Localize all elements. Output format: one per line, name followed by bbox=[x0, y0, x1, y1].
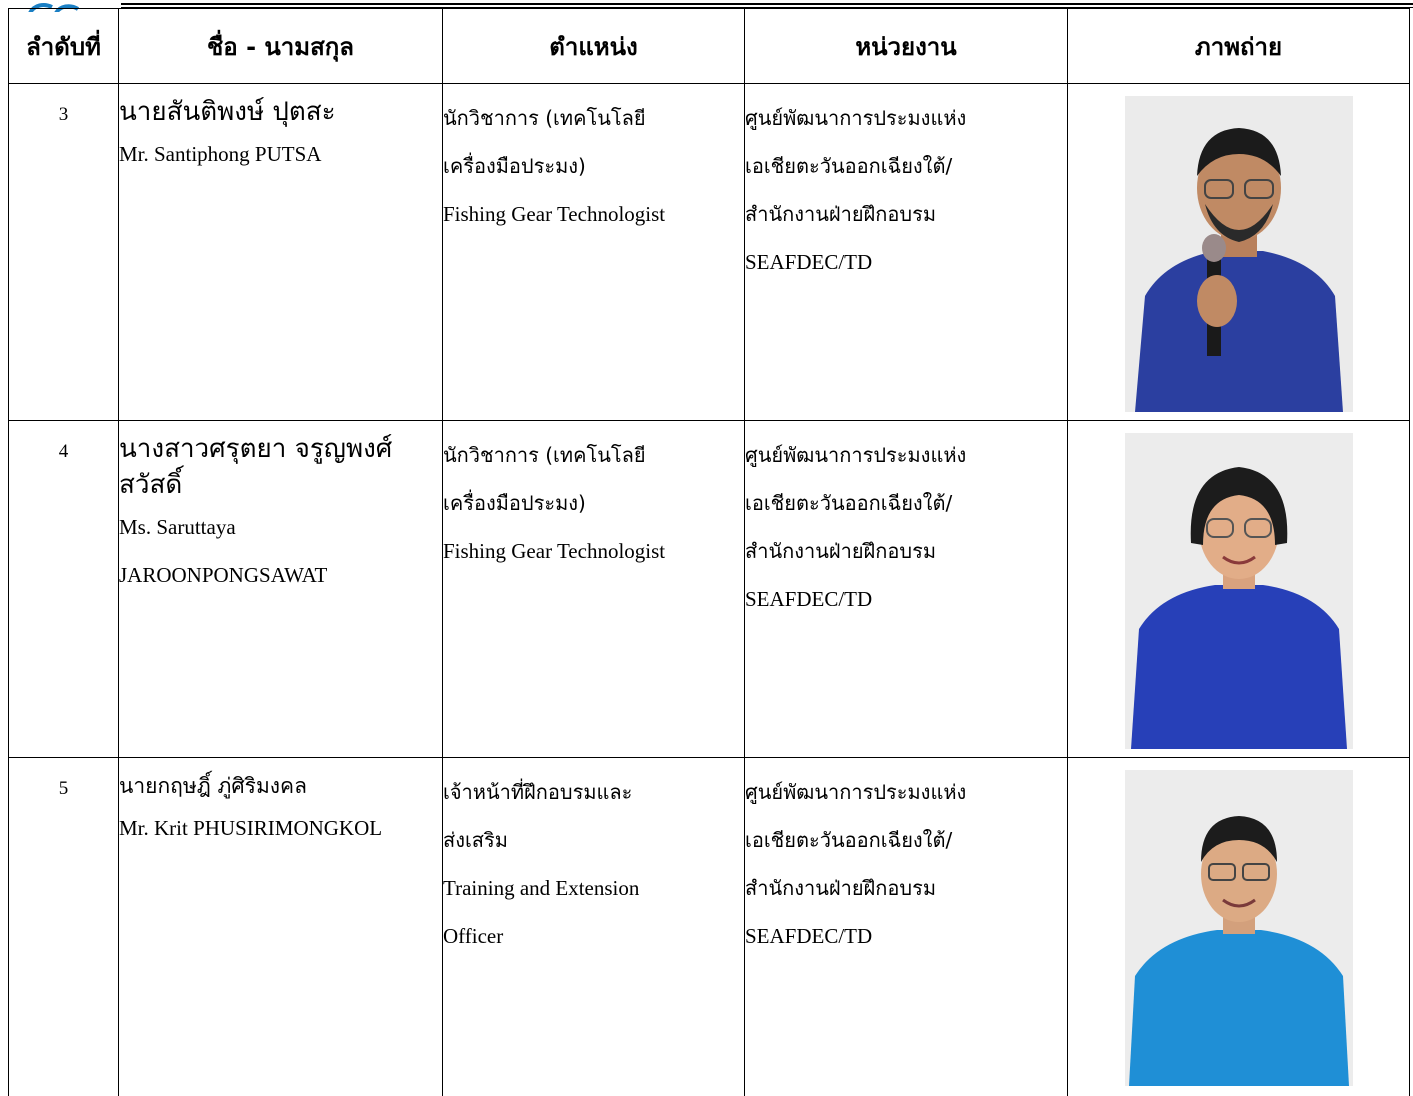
header-rule bbox=[121, 3, 1413, 5]
name-cell bbox=[119, 84, 443, 421]
table-row bbox=[9, 421, 1410, 758]
name-english-1: Ms. Saruttaya bbox=[119, 515, 236, 539]
photo-cell bbox=[1068, 84, 1410, 421]
name-english-2: JAROONPONGSAWAT bbox=[119, 563, 328, 587]
position-thai-2: ส่งเสริม bbox=[443, 828, 508, 852]
unit-line-2: เอเชียตะวันออกเฉียงใต้/ bbox=[745, 154, 953, 178]
unit-line-4: SEAFDEC/TD bbox=[745, 587, 873, 611]
position-thai-1: นักวิชาการ (เทคโนโลยี bbox=[443, 106, 646, 130]
name-cell bbox=[119, 421, 443, 758]
unit-line-3: สำนักงานฝ่ายฝึกอบรม bbox=[745, 876, 937, 900]
name-english: Mr. Krit PHUSIRIMONGKOL bbox=[119, 816, 383, 840]
row-number: 5 bbox=[9, 758, 119, 1096]
header-name: ชื่อ - นามสกุล bbox=[119, 9, 443, 84]
position-thai-1: เจ้าหน้าที่ฝึกอบรมและ bbox=[443, 780, 633, 804]
unit-line-1: ศูนย์พัฒนาการประมงแห่ง bbox=[745, 780, 967, 804]
unit-line-3: สำนักงานฝ่ายฝึกอบรม bbox=[745, 202, 937, 226]
unit-line-4: SEAFDEC/TD bbox=[745, 924, 873, 948]
staff-table bbox=[8, 8, 1410, 1096]
position-english: Fishing Gear Technologist bbox=[443, 539, 666, 563]
name-thai-1: นางสาวศรุตยา จรูญพงศ์ bbox=[119, 434, 393, 464]
name-thai: นายสันติพงษ์ ปุตสะ bbox=[119, 97, 336, 127]
name-thai: นายกฤษฎิ์ ภู่ศิริมงคล bbox=[119, 774, 307, 798]
unit-cell bbox=[745, 421, 1068, 758]
header-unit: หน่วยงาน bbox=[745, 9, 1068, 84]
table-header-row bbox=[9, 9, 1410, 84]
table-row bbox=[9, 84, 1410, 421]
unit-line-4: SEAFDEC/TD bbox=[745, 250, 873, 274]
header-photo: ภาพถ่าย bbox=[1068, 9, 1410, 84]
unit-cell bbox=[745, 758, 1068, 1096]
position-cell bbox=[443, 758, 745, 1096]
position-cell bbox=[443, 421, 745, 758]
portrait-photo bbox=[1125, 96, 1353, 412]
unit-line-1: ศูนย์พัฒนาการประมงแห่ง bbox=[745, 106, 967, 130]
header-position: ตำแหน่ง bbox=[443, 9, 745, 84]
position-english-1: Training and Extension bbox=[443, 876, 640, 900]
row-number: 3 bbox=[9, 84, 119, 421]
photo-cell bbox=[1068, 758, 1410, 1096]
name-cell bbox=[119, 758, 443, 1096]
header-no: ลำดับที่ bbox=[9, 9, 119, 84]
position-english-2: Officer bbox=[443, 924, 504, 948]
photo-cell bbox=[1068, 421, 1410, 758]
unit-line-3: สำนักงานฝ่ายฝึกอบรม bbox=[745, 539, 937, 563]
unit-line-2: เอเชียตะวันออกเฉียงใต้/ bbox=[745, 828, 953, 852]
position-thai-1: นักวิชาการ (เทคโนโลยี bbox=[443, 443, 646, 467]
unit-cell bbox=[745, 84, 1068, 421]
table-row bbox=[9, 758, 1410, 1096]
position-english: Fishing Gear Technologist bbox=[443, 202, 666, 226]
row-number: 4 bbox=[9, 421, 119, 758]
position-cell bbox=[443, 84, 745, 421]
name-thai-2: สวัสดิ์ bbox=[119, 470, 183, 500]
unit-line-1: ศูนย์พัฒนาการประมงแห่ง bbox=[745, 443, 967, 467]
name-english: Mr. Santiphong PUTSA bbox=[119, 142, 322, 166]
portrait-photo bbox=[1125, 433, 1353, 749]
portrait-photo bbox=[1125, 770, 1353, 1086]
position-thai-2: เครื่องมือประมง) bbox=[443, 154, 586, 178]
unit-line-2: เอเชียตะวันออกเฉียงใต้/ bbox=[745, 491, 953, 515]
position-thai-2: เครื่องมือประมง) bbox=[443, 491, 586, 515]
